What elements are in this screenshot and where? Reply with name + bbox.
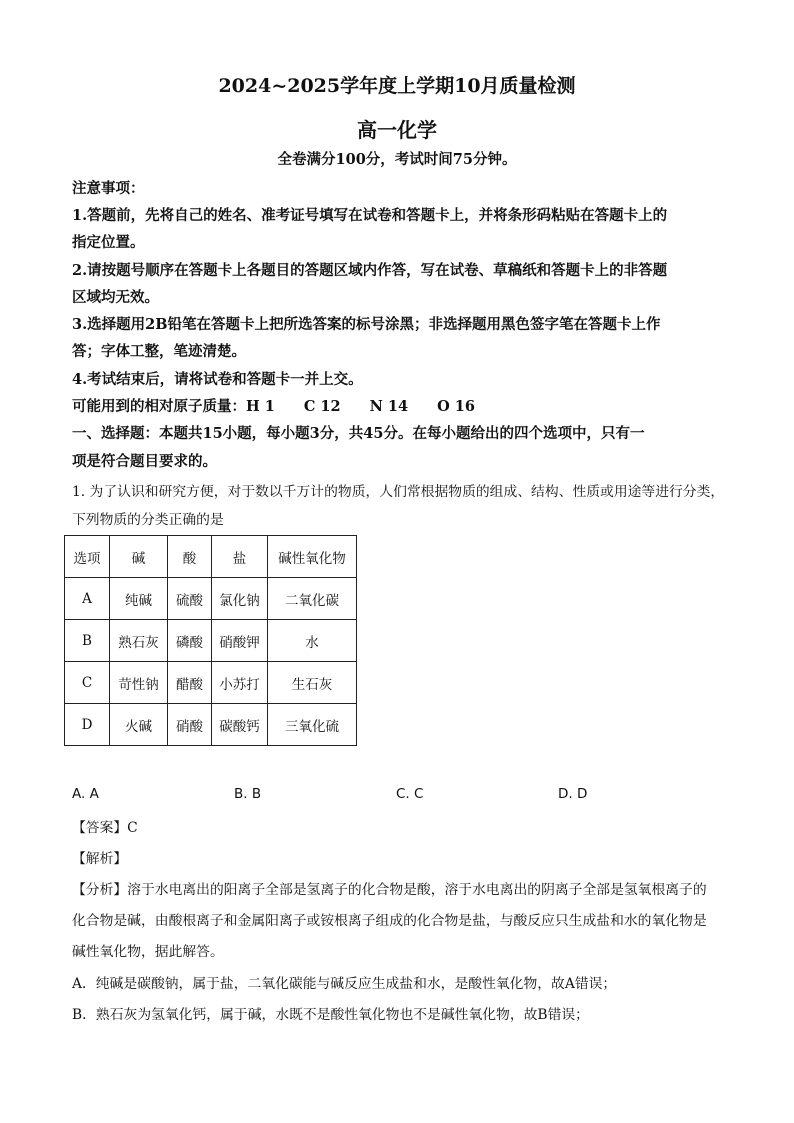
table-cell: D xyxy=(65,704,110,746)
table-cell: 碳酸钙 xyxy=(212,704,268,746)
table-row xyxy=(65,662,357,704)
question-stem-cont: 下列物质的分类正确的是 xyxy=(72,512,224,528)
table-cell: C xyxy=(65,662,110,704)
analysis-line: 化合物是碱，由酸根离子和金属阳离子或铵根离子组成的化合物是盐，与酸反应只生成盐和水的氧化物是 xyxy=(72,913,707,929)
note-line: 3.选择题用2B铅笔在答题卡上把所选答案的标号涂黑；非选择题用黑色签字笔在答题卡上作 xyxy=(72,316,661,333)
option-a: A. A xyxy=(72,786,99,802)
table-cell: A xyxy=(65,578,110,620)
analysis-label: 【解析】 xyxy=(72,851,128,867)
table-cell: 硫酸 xyxy=(168,578,212,620)
table-row xyxy=(65,704,357,746)
exam-info: 全卷满分100分，考试时间75分钟。 xyxy=(277,151,517,168)
table-cell: 醋酸 xyxy=(168,662,212,704)
table-cell: 熟石灰 xyxy=(110,620,168,662)
table-header: 酸 xyxy=(168,536,212,578)
analysis-line: 【分析】溶于水电离出的阳离子全部是氢离子的化合物是酸，溶于水电离出的阴离子全部是氢氧根离子的 xyxy=(72,882,707,898)
table-cell: 磷酸 xyxy=(168,620,212,662)
notes-heading: 注意事项： xyxy=(72,180,145,197)
note-line: 区域均无效。 xyxy=(72,289,159,306)
table-cell: 小苏打 xyxy=(212,662,268,704)
note-line: 指定位置。 xyxy=(72,234,145,251)
table-cell: 水 xyxy=(268,620,357,662)
table-header-row xyxy=(65,536,357,578)
table-header: 选项 xyxy=(65,536,110,578)
table-header: 碱性氧化物 xyxy=(268,536,357,578)
option-c: C. C xyxy=(396,786,424,802)
table-cell: 硝酸 xyxy=(168,704,212,746)
table-cell: 硝酸钾 xyxy=(212,620,268,662)
table-cell: 二氧化碳 xyxy=(268,578,357,620)
question-stem: 1. 为了认识和研究方便，对于数以千万计的物质，人们常根据物质的组成、结构、性质或用途等进行分类， xyxy=(72,484,725,500)
table-header: 盐 xyxy=(212,536,268,578)
option-d: D. D xyxy=(558,786,588,802)
note-line: 4.考试结束后，请将试卷和答题卡一并上交。 xyxy=(72,371,363,388)
analysis-line: B．熟石灰为氢氧化钙，属于碱，水既不是酸性氧化物也不是碱性氧化物，故B错误； xyxy=(72,1007,589,1023)
subject-title: 高一化学 xyxy=(357,118,437,142)
analysis-line: 碱性氧化物，据此解答。 xyxy=(72,944,224,960)
table-cell: 三氧化硫 xyxy=(268,704,357,746)
note-line: 答；字体工整，笔迹清楚。 xyxy=(72,343,246,360)
table-row xyxy=(65,620,357,662)
table-cell: 氯化钠 xyxy=(212,578,268,620)
note-line: 1.答题前，先将自己的姓名、准考证号填写在试卷和答题卡上，并将条形码粘贴在答题卡上的 xyxy=(72,207,668,224)
atomic-mass-line: 可能用到的相对原子质量：H 1 C 12 N 14 O 16 xyxy=(72,398,475,415)
table-row xyxy=(65,578,357,620)
table-cell: 纯碱 xyxy=(110,578,168,620)
section-heading-cont: 项是符合题目要求的。 xyxy=(72,453,217,470)
table-cell: 火碱 xyxy=(110,704,168,746)
table-cell: 苛性钠 xyxy=(110,662,168,704)
option-b: B. B xyxy=(234,786,262,802)
section-heading: 一、选择题：本题共15小题，每小题3分，共45分。在每小题给出的四个选项中，只有一 xyxy=(72,425,645,442)
exam-title: 2024~2025学年度上学期10月质量检测 xyxy=(218,75,576,97)
table-cell: 生石灰 xyxy=(268,662,357,704)
classification-table xyxy=(64,535,357,746)
table-cell: B xyxy=(65,620,110,662)
analysis-line: A．纯碱是碳酸钠，属于盐，二氧化碳能与碱反应生成盐和水，是酸性氧化物，故A错误； xyxy=(72,976,617,992)
answer-line: 【答案】C xyxy=(72,820,138,836)
table-header: 碱 xyxy=(110,536,168,578)
note-line: 2.请按题号顺序在答题卡上各题目的答题区域内作答，写在试卷、草稿纸和答题卡上的非答题 xyxy=(72,262,668,279)
